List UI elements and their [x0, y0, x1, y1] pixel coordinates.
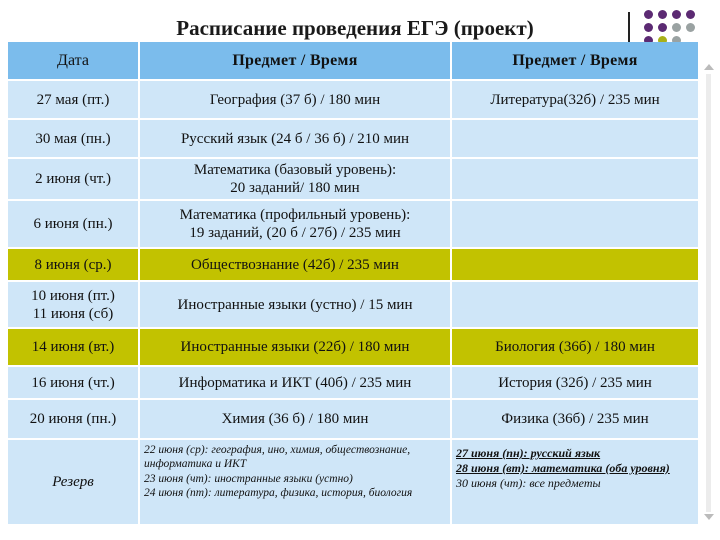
date-cell: 6 июня (пн.)	[8, 201, 138, 247]
date-cell: 2 июня (чт.)	[8, 159, 138, 199]
reserve-note-2-line: 30 июня (чт): все предметы	[456, 476, 601, 490]
decorative-dots	[640, 6, 720, 46]
subject-cell: Математика (профильный уровень): 19 заданий, (20 б / 27б) / 235 мин	[140, 201, 450, 247]
scrollbar[interactable]	[695, 42, 720, 524]
subject-cell	[452, 120, 698, 157]
schedule-table	[8, 42, 694, 524]
date-cell: 8 июня (ср.)	[8, 249, 138, 280]
date-cell: 14 июня (вт.)	[8, 329, 138, 365]
subject-cell: История (32б) / 235 мин	[452, 367, 698, 398]
reserve-note-1: 22 июня (ср): география, ино, химия, обществознание, информатика и ИКТ 23 июня (чт): иностранные языки (устно) 24 июня (пт): литература, физика, история, биология	[140, 440, 450, 524]
reserve-note-2-line: 27 июня (пн): русский язык	[456, 446, 601, 460]
subject-cell: Литература(32б) / 235 мин	[452, 81, 698, 118]
reserve-label: Резерв	[8, 440, 138, 524]
dot-icon	[686, 23, 695, 32]
dot-icon	[644, 10, 653, 19]
subject-cell	[452, 201, 698, 247]
scroll-track[interactable]	[706, 74, 711, 512]
subject-cell: Информатика и ИКТ (40б) / 235 мин	[140, 367, 450, 398]
date-cell: 10 июня (пт.) 11 июня (сб)	[8, 282, 138, 327]
title-divider	[628, 12, 630, 42]
dot-icon	[672, 10, 681, 19]
subject-cell: Физика (36б) / 235 мин	[452, 400, 698, 438]
date-cell: 30 мая (пн.)	[8, 120, 138, 157]
subject-cell: Обществознание (42б) / 235 мин	[140, 249, 450, 280]
subject-cell: Математика (базовый уровень): 20 заданий/ 180 мин	[140, 159, 450, 199]
dot-icon	[686, 10, 695, 19]
dot-icon	[672, 23, 681, 32]
subject-cell: Иностранные языки (22б) / 180 мин	[140, 329, 450, 365]
subject-cell: Химия (36 б) / 180 мин	[140, 400, 450, 438]
subject-cell: Биология (36б) / 180 мин	[452, 329, 698, 365]
scroll-up-icon[interactable]	[704, 64, 714, 70]
dot-icon	[658, 23, 667, 32]
subject-cell: Иностранные языки (устно) / 15 мин	[140, 282, 450, 327]
dot-icon	[644, 23, 653, 32]
header-subject-1: Предмет / Время	[140, 42, 450, 79]
subject-cell	[452, 282, 698, 327]
header-date: Дата	[8, 42, 138, 79]
subject-cell	[452, 159, 698, 199]
date-cell: 16 июня (чт.)	[8, 367, 138, 398]
page-title: Расписание проведения ЕГЭ (проект)	[176, 16, 534, 40]
dot-icon	[658, 10, 667, 19]
reserve-note-2-line: 28 июня (вт): математика (оба уровня)	[456, 461, 670, 475]
subject-cell	[452, 249, 698, 280]
date-cell: 27 мая (пт.)	[8, 81, 138, 118]
reserve-note-2	[452, 440, 698, 524]
subject-cell: Русский язык (24 б / 36 б) / 210 мин	[140, 120, 450, 157]
scroll-down-icon[interactable]	[704, 514, 714, 520]
date-cell: 20 июня (пн.)	[8, 400, 138, 438]
subject-cell: География (37 б) / 180 мин	[140, 81, 450, 118]
header-subject-2: Предмет / Время	[452, 42, 698, 79]
